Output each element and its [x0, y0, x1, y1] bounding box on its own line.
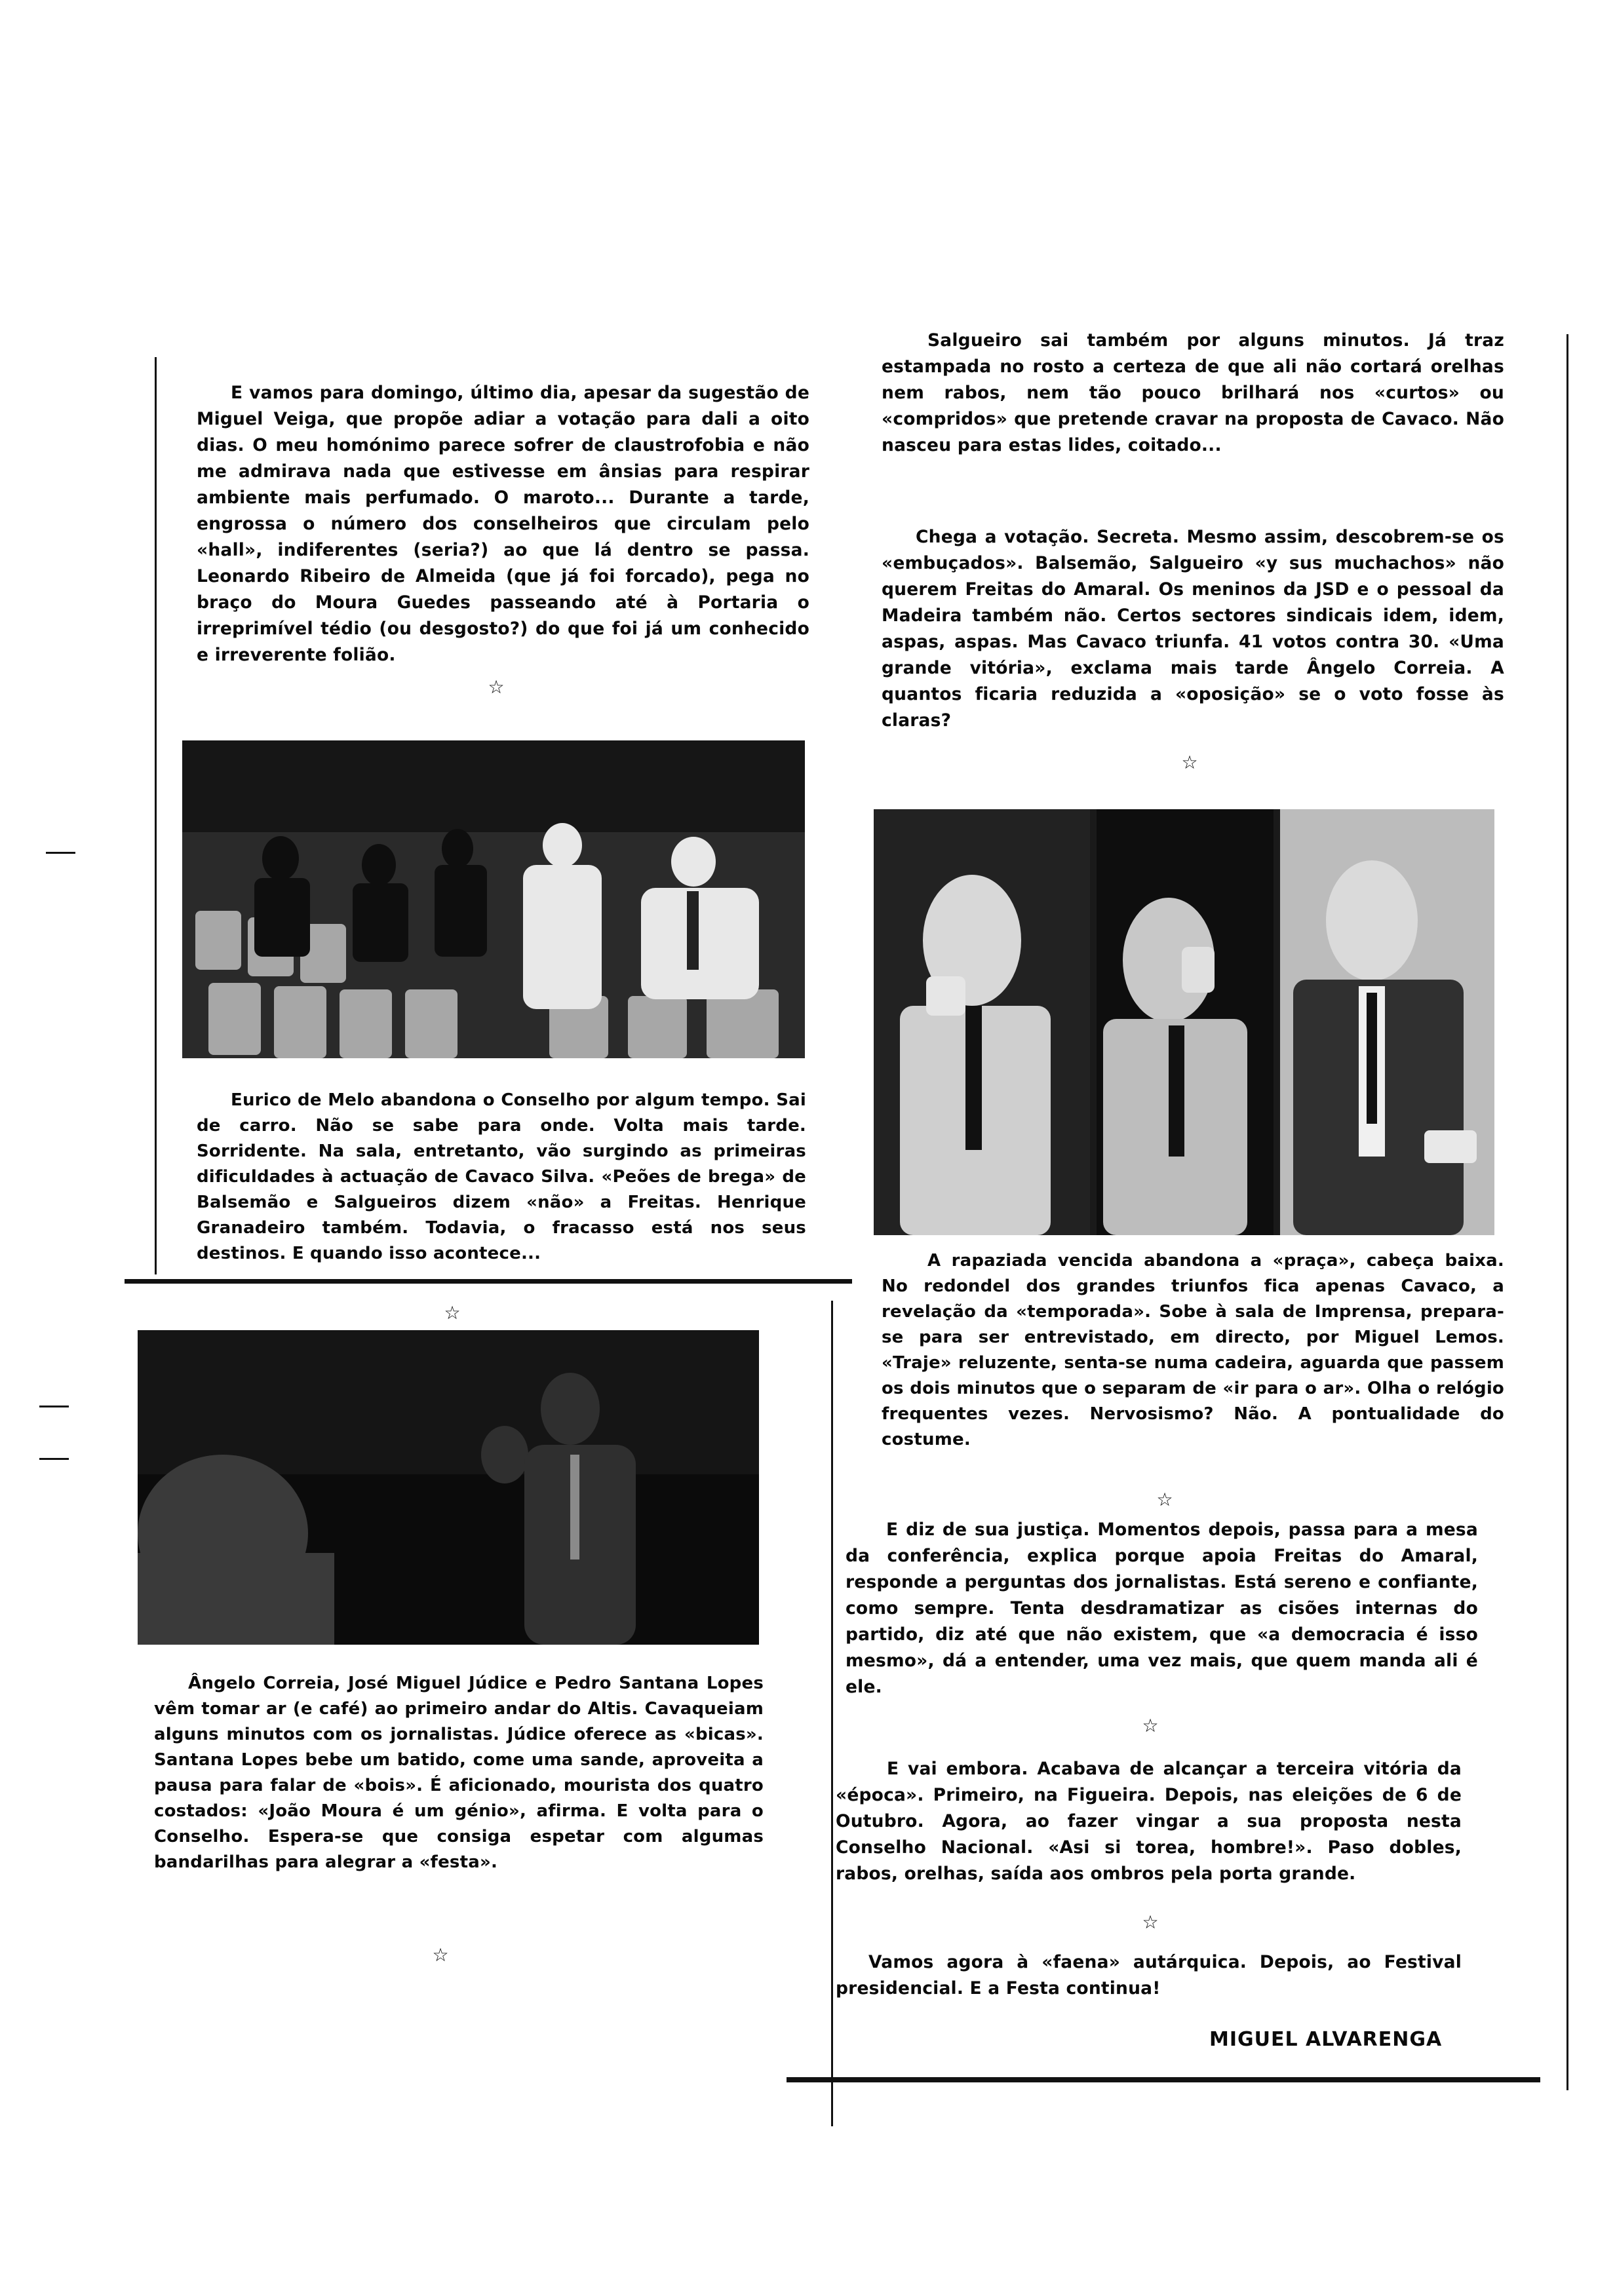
center-column-rule — [831, 1301, 833, 2126]
margin-mark — [39, 1458, 69, 1460]
photo-cavaco-sequence — [874, 809, 1494, 1235]
right-paragraph-2: Chega a votação. Secreta. Mesmo assim, descobrem-se os «embuçados». Balsemão, Salgueiro «y sus muchachos» não querem Freitas do Amaral. Os meninos da JSD e o pessoal da Madeira também não. Certos sectores sindicais idem, idem, aspas, aspas. Mas Cavaco triunfa. 41 votos contra 30. «Uma grande vitória», exclama mais tarde Ângelo Correia. A quantos ficaria reduzida a «oposição» se o voto fosse às claras? — [882, 527, 1504, 731]
photo-conselho-hall — [182, 740, 805, 1058]
right-paragraph-1: Salgueiro sai também por alguns minutos. Já traz estampada no rosto a certeza de que ali não cortará orelhas nem rabos, nem tão pouco brilhará nos «curtos» ou «compridos» que pretende cravar na proposta de Cavaco. Não nasceu para estas lides, coitado... — [882, 330, 1504, 455]
separator-star: ☆ — [1181, 752, 1198, 773]
right-bottom-rule — [787, 2077, 1540, 2082]
separator-star: ☆ — [1142, 1715, 1159, 1736]
right-paragraph-4: E vai embora. Acabava de alcançar a terceira vitória da «época». Primeiro, na Figueira. Depois, nas eleições de 6 de Outubro. Agora, ao fazer vingar a sua proposta nesta Conselho Nacional. «Asi si torea, hombre!». Paso dobles, rabos, orelhas, saída aos ombros pela porta grande. — [836, 1759, 1462, 1884]
left-column-rule — [155, 357, 157, 1274]
caption-rapaziada-vencida: A rapaziada vencida abandona a «praça», cabeça baixa. No redondel dos grandes triunfos fica apenas Cavaco, a revelação da «temporada». Sobe à sala de Imprensa, prepara-se para ser entrevistado, em directo, por Miguel Lemos. «Traje» reluzente, senta-se numa cadeira, aguarda que passem os dois minutos que o separam de «ir para o ar». Olha o relógio frequentes vezes. Nervosismo? Não. A pontualidade do costume. — [882, 1251, 1504, 1449]
separator-star: ☆ — [432, 1944, 449, 1966]
left-bottom-rule — [125, 1279, 852, 1284]
separator-star: ☆ — [1156, 1489, 1173, 1510]
left-paragraph-1: E vamos para domingo, último dia, apesar da sugestão de Miguel Veiga, que propõe adiar a votação para dali a oito dias. O meu homónimo parece sofrer de claustrofobia e não me admirava nada que estivesse em ânsias para respirar ambiente mais perfumado. O maroto... Durante a tarde, engrossa o número dos conselheiros que circulam pelo «hall», indiferentes (seria?) ao que lá dentro se passa. Leonardo Ribeiro de Almeida (que já foi forcado), pega no braço do Moura Guedes passeando até à Portaria o irreprimível tédio (ou desgosto?) do que foi já um conhecido e irreverente folião. — [197, 383, 809, 665]
author-signature: MIGUEL ALVARENGA — [1209, 2028, 1443, 2051]
separator-star: ☆ — [444, 1302, 461, 1324]
separator-star: ☆ — [1142, 1911, 1159, 1933]
photo-altis-first-floor — [138, 1330, 759, 1645]
margin-mark — [46, 852, 75, 854]
caption-eurico-de-melo: Eurico de Melo abandona o Conselho por algum tempo. Sai de carro. Não se sabe para onde. Volta mais tarde. Sorridente. Na sala, entretanto, vão surgindo as primeiras dificuldades à actuação de Cavaco Silva. «Peões de brega» de Balsemão e Salgueiros dizem «não» a Freitas. Henrique Granadeiro também. Todavia, o fracasso está nos seus destinos. E quando isso acontece... — [197, 1090, 806, 1263]
separator-star: ☆ — [488, 676, 505, 698]
margin-mark — [39, 1406, 69, 1407]
caption-angelo-correia: Ângelo Correia, José Miguel Júdice e Pedro Santana Lopes vêm tomar ar (e café) ao primeiro andar do Altis. Cavaqueiam alguns minutos com os jornalistas. Júdice oferece as «bicas». Santana Lopes bebe um batido, come uma sande, aproveita a pausa para falar de «bois». É aficionado, mourista dos quatro costados: «João Moura é um génio», afirma. E volta para o Conselho. Espera-se que consiga espetar com algumas bandarilhas para alegrar a «festa». — [154, 1674, 764, 1872]
right-paragraph-5: Vamos agora à «faena» autárquica. Depois, ao Festival presidencial. E a Festa continua! — [836, 1952, 1462, 1999]
right-paragraph-3: E diz de sua justiça. Momentos depois, passa para a mesa da conferência, explica porque apoia Freitas do Amaral, responde a perguntas dos jornalistas. Está sereno e confiante, como sempre. Tenta desdramatizar as cisões internas do partido, diz até que não existem, que «a democracia é isso mesmo», dá a entender, uma vez mais, que quem manda ali é ele. — [846, 1520, 1478, 1697]
right-column-rule — [1566, 334, 1568, 2090]
